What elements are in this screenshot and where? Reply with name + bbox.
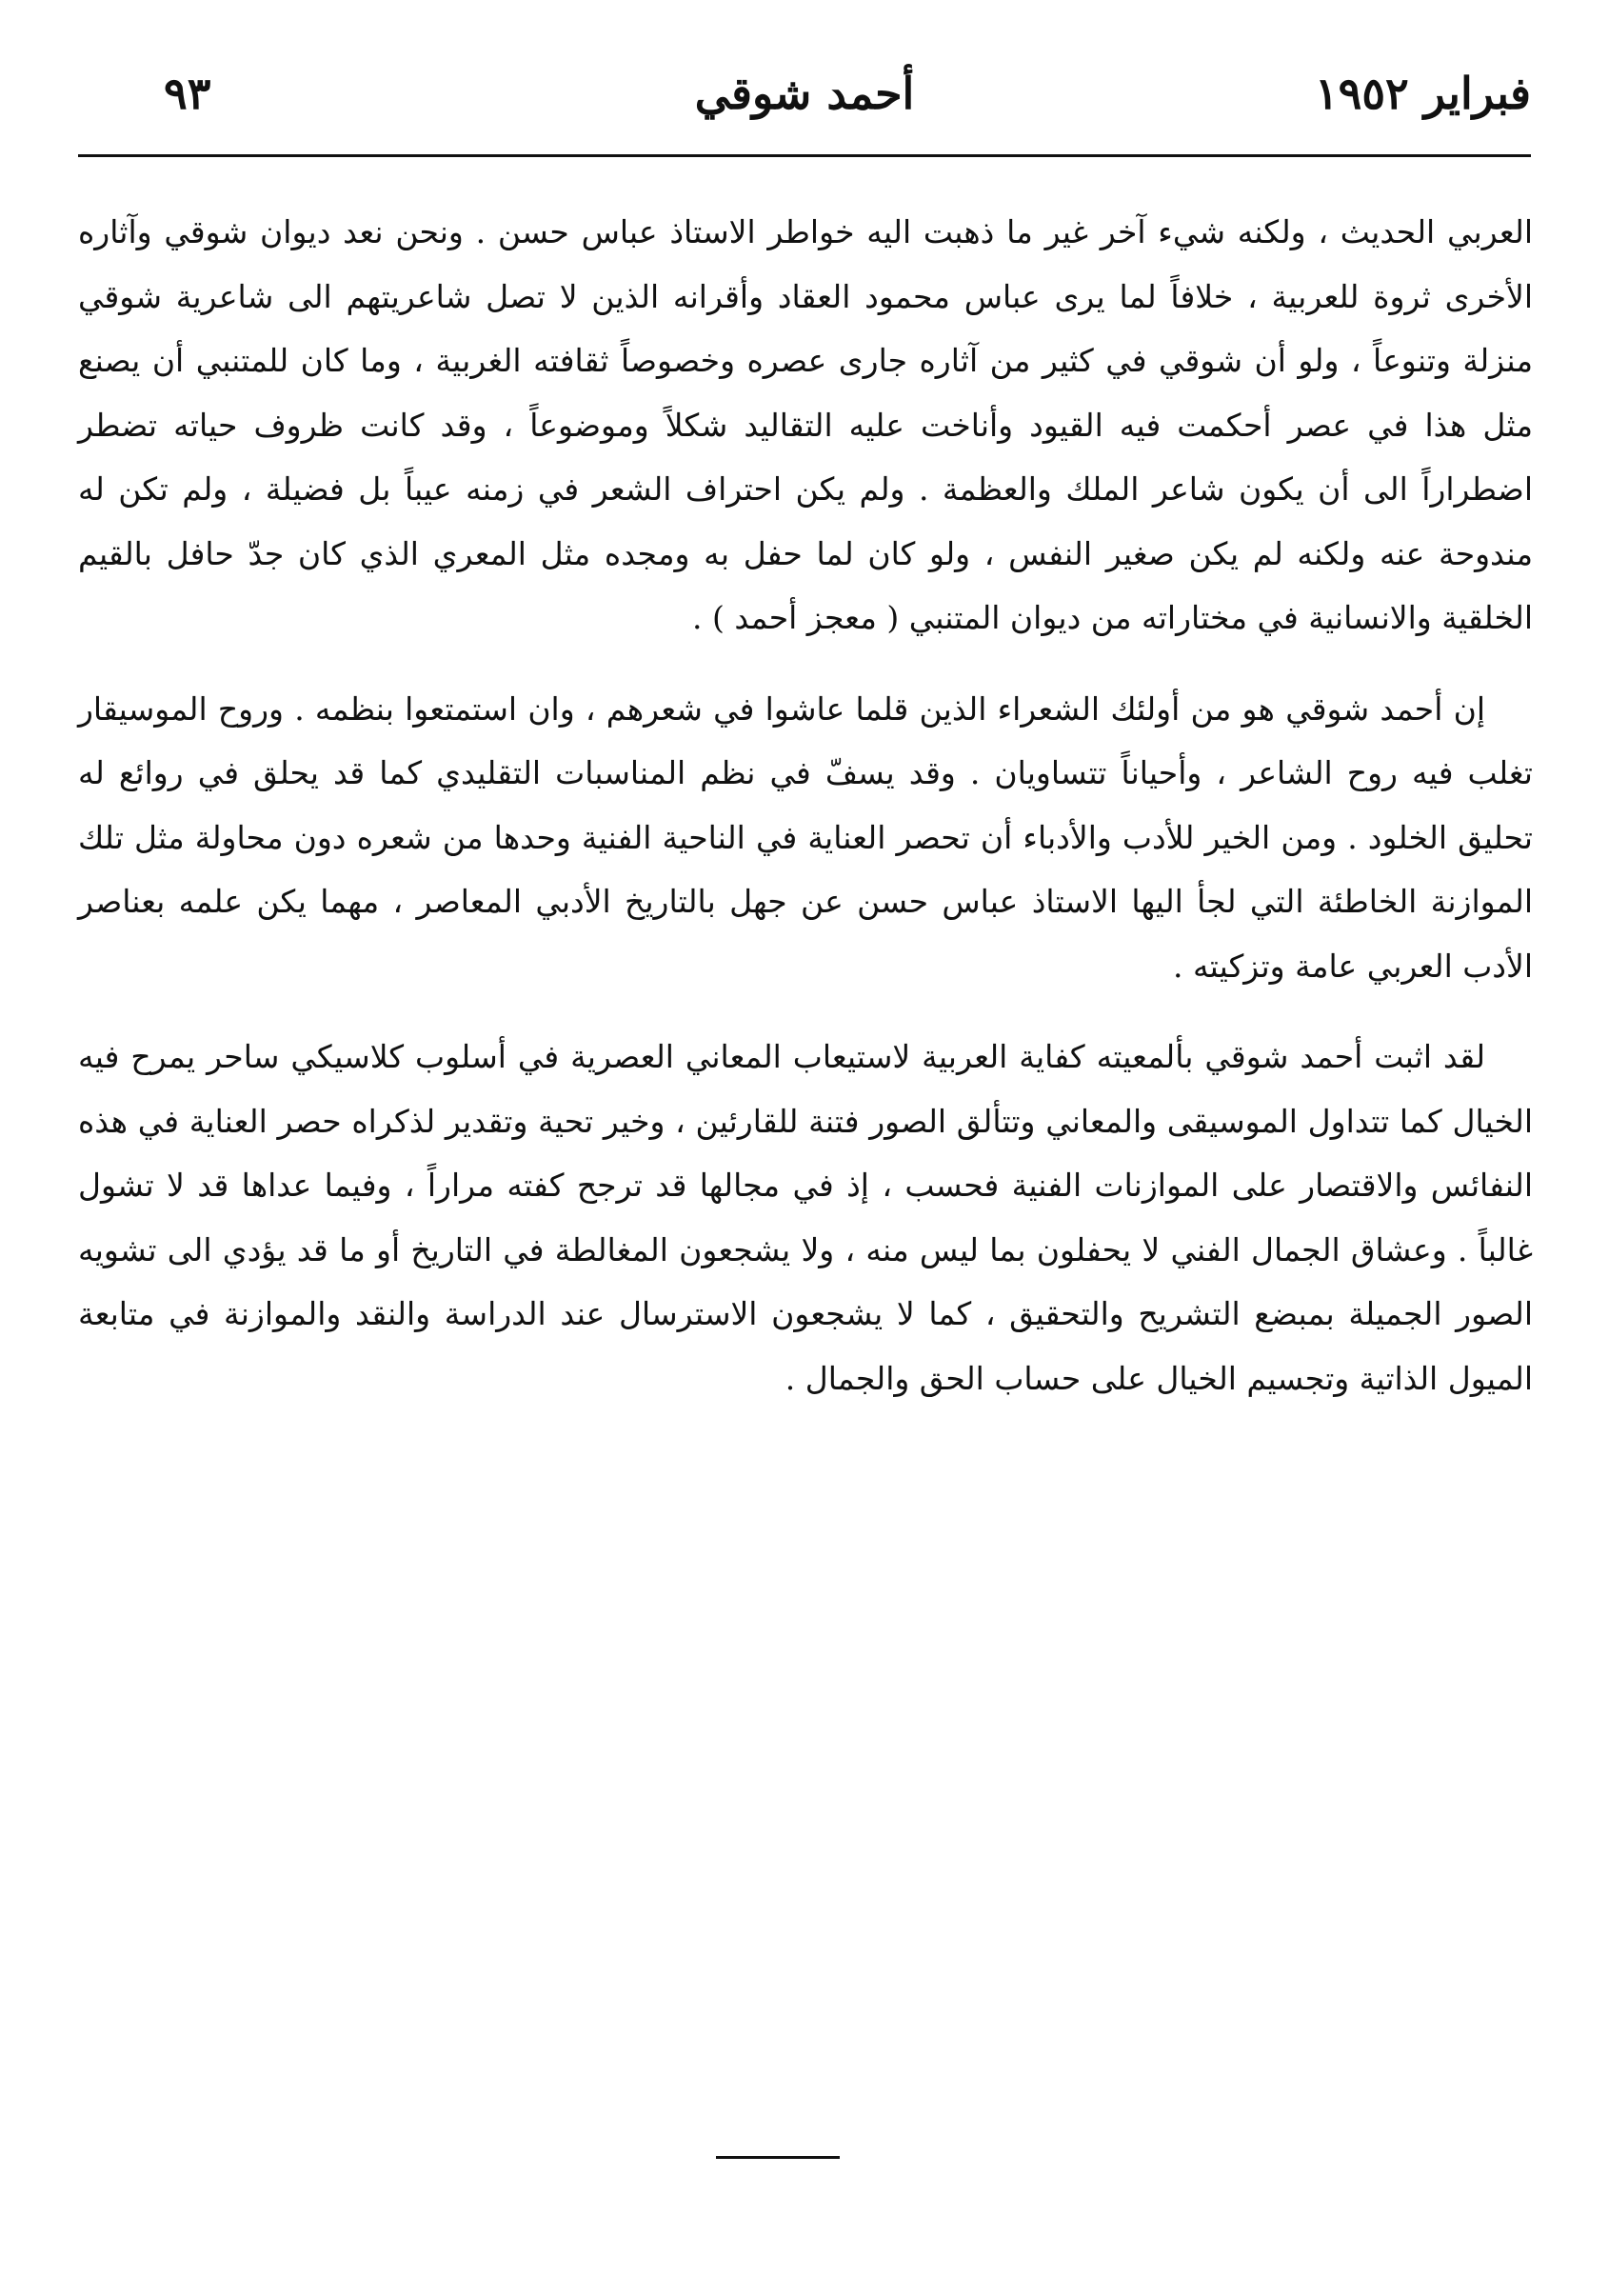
- paragraph: العربي الحديث ، ولكنه شيء آخر غير ما ذهبت اليه خواطر الاستاذ عباس حسن . ونحن نعد ديوان شوقي وآثاره الأخرى ثروة للعربية ، خلافاً لما يرى عباس محمود العقاد وأقرانه الذين لا تصل شاعريتهم الى شاعرية شوقي منزلة وتنوعاً ، ولو أن شوقي في كثير من آثاره جارى عصره وخصوصاً ثقافته الغربية ، وما كان للمتنبي أن يصنع مثل هذا في عصر أحكمت فيه القيود وأناخت عليه التقاليد شكلاً وموضوعاً ، وقد كانت ظروف حياته تضطر اضطراراً الى أن يكون شاعر الملك والعظمة . ولم يكن احتراف الشعر في زمنه عيباً بل فضيلة ، ولم تكن له مندوحة عنه ولكنه لم يكن صغير النفس ، ولو كان لما حفل به ومجده مثل المعري الذي كان جدّ حافل بالقيم الخلقية والانسانية في مختاراته من ديوان المتنبي ( معجز أحمد ) .: [78, 213, 1533, 636]
- page-number: ٩٣: [164, 68, 211, 119]
- paragraph: إن أحمد شوقي هو من أولئك الشعراء الذين قلما عاشوا في شعرهم ، وان استمتعوا بنظمه . وروح الموسيقار تغلب فيه روح الشاعر ، وأحياناً تتساويان . وقد يسفّ في نظم المناسبات التقليدي كما قد يحلق في روائع له تحليق الخلود . ومن الخير للأدب والأدباء أن تحصر العناية في الناحية الفنية وحدها من شعره دون محاولة مثل تلك الموازنة الخاطئة التي لجأ اليها الاستاذ عباس حسن عن جهل بالتاريخ الأدبي المعاصر ، مهما يكن علمه بعناصر الأدب العربي عامة وتزكيته .: [78, 689, 1533, 985]
- paragraph: لقد اثبت أحمد شوقي بألمعيته كفاية العربية لاستيعاب المعاني العصرية في أسلوب كلاسيكي ساحر يمرح فيه الخيال كما تتداول الموسيقى والمعاني وتتألق الصور فتنة للقارئين ، وخير تحية وتقدير لذكراه حصر العناية في هذه النفائس والاقتصار على الموازنات الفنية فحسب ، إذ في مجالها قد ترجح كفته مراراً ، وفيما عداها قد لا تشول غالباً . وعشاق الجمال الفني لا يحفلون بما ليس منه ، ولا يشجعون المغالطة في التاريخ أو ما قد يؤدي الى تشويه الصور الجميلة بمبضع التشريح والتحقيق ، كما لا يشجعون الاسترسال عند الدراسة والنقد والموازنة في متابعة الميول الذاتية وتجسيم الخيال على حساب الحق والجمال .: [78, 1038, 1533, 1397]
- header-divider: [78, 154, 1531, 157]
- issue-date: فبراير ١٩٥٢: [1314, 68, 1531, 119]
- running-title: أحمد شوقي: [694, 68, 915, 119]
- article-body: [78, 200, 1533, 1410]
- footer-divider: [716, 2156, 840, 2159]
- page-header: [78, 55, 1531, 131]
